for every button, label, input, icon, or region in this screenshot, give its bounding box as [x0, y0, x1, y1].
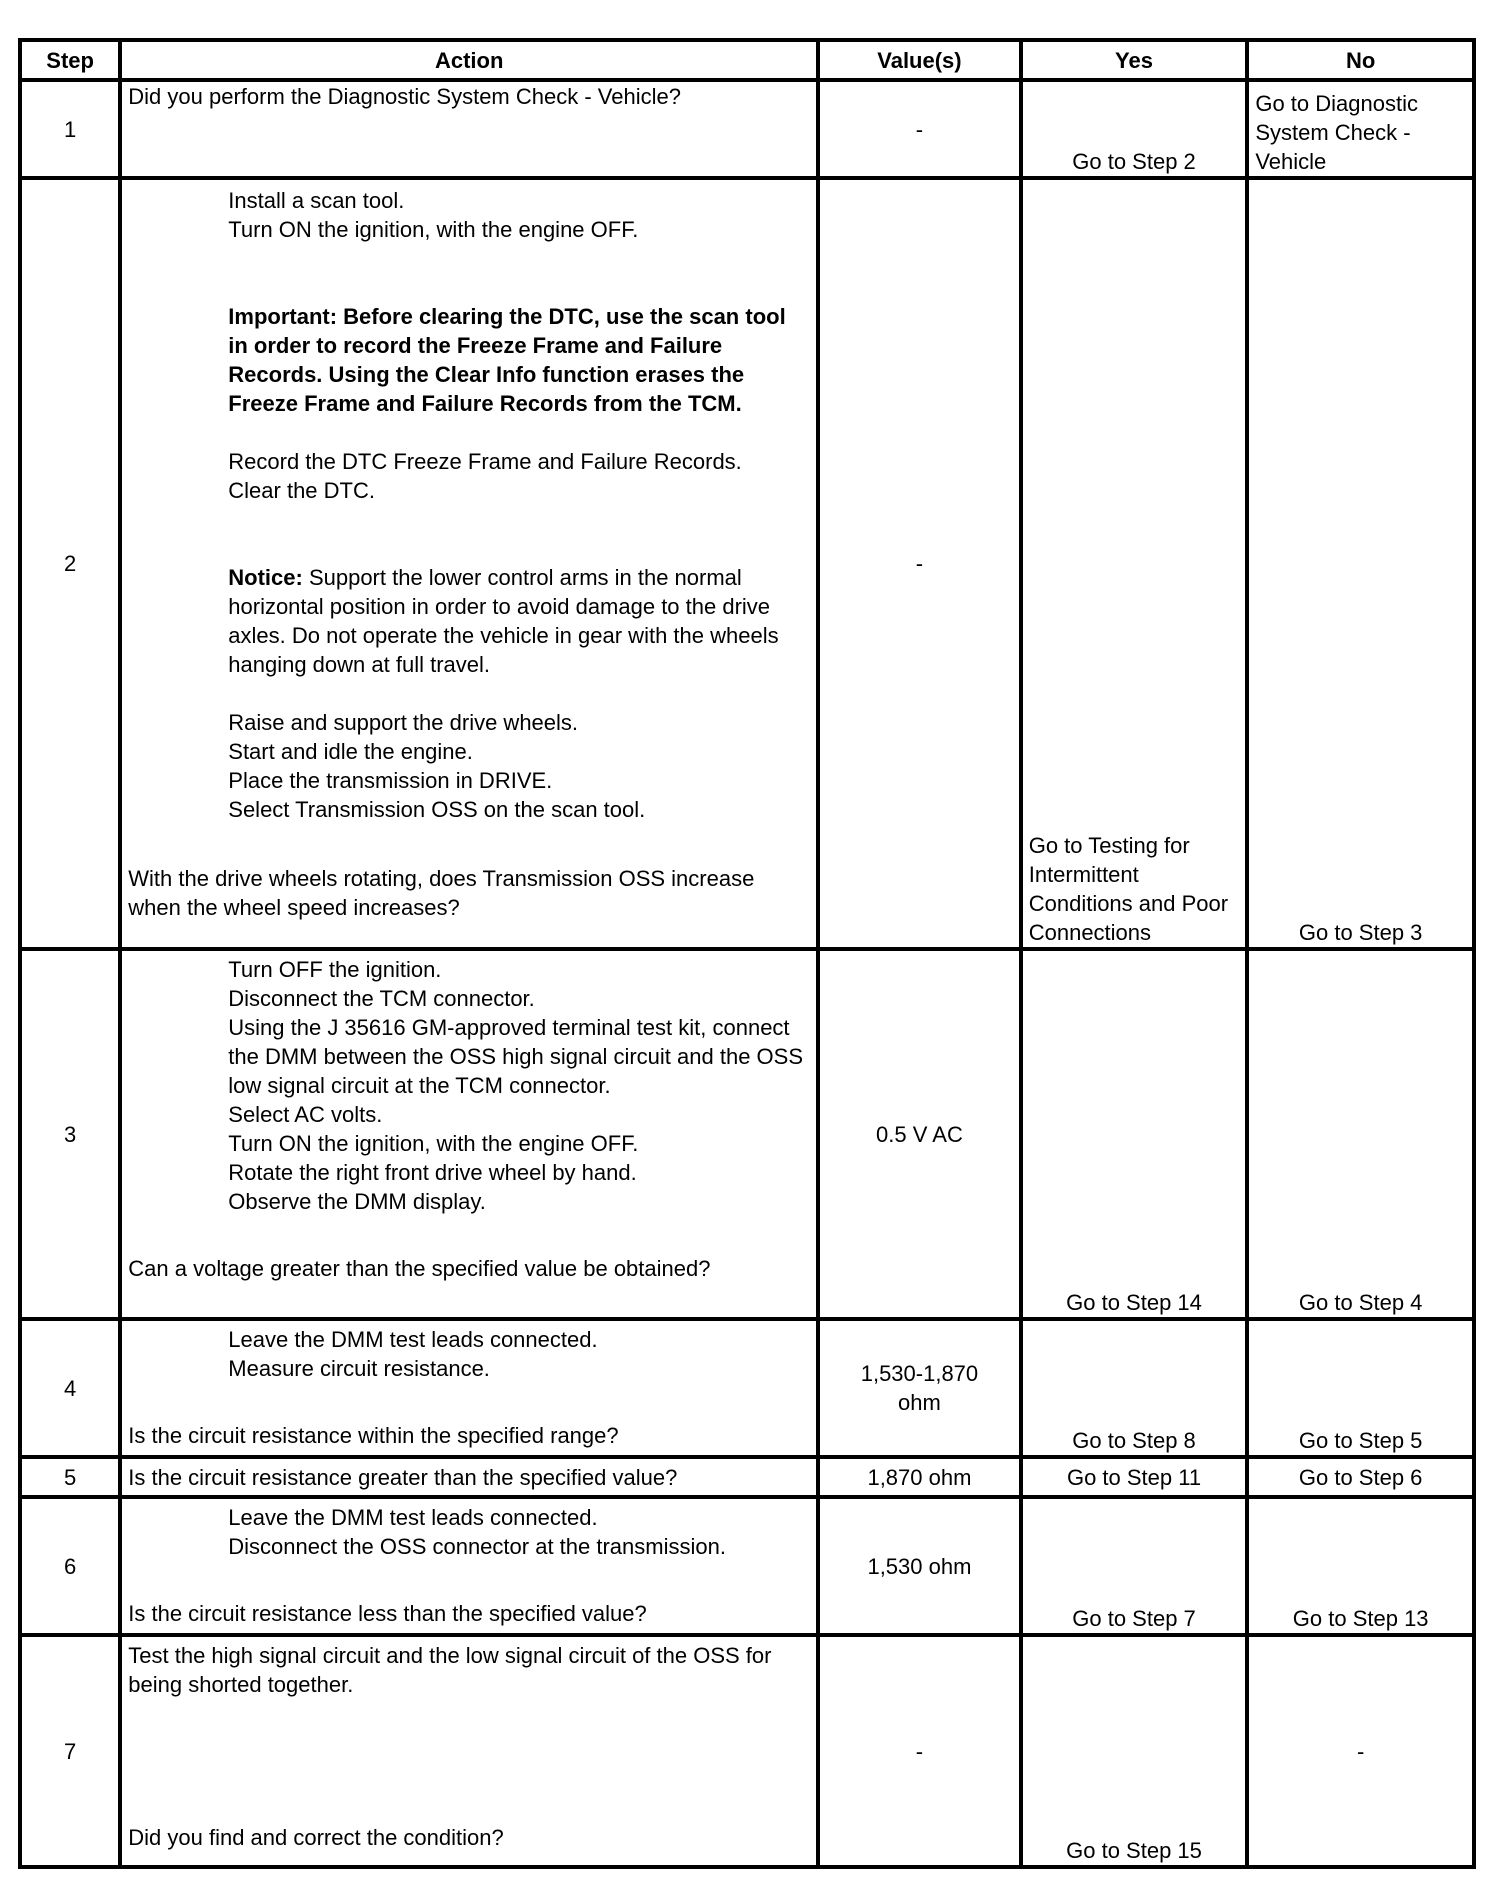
- notice-text: Support the lower control arms in the normal horizontal position in order to avoid damage to the drive axles. Do not operate the vehicle in gear with the wheels hanging down at full travel.: [228, 565, 779, 677]
- header-row: [20, 40, 1474, 80]
- table-row-step-6: [20, 1497, 1474, 1635]
- action-cell: [120, 1497, 818, 1635]
- no-cell: Go to Step 13: [1247, 1497, 1474, 1635]
- no-cell: Go to Step 3: [1247, 178, 1474, 949]
- yes-cell: Go to Step 7: [1021, 1497, 1248, 1635]
- no-cell: Go to Step 4: [1247, 949, 1474, 1319]
- yes-cell: Go to Step 11: [1021, 1457, 1248, 1497]
- action-question: With the drive wheels rotating, does Transmission OSS increase when the wheel speed increases?: [128, 866, 755, 920]
- step-number: 6: [20, 1497, 120, 1635]
- action-line: Record the DTC Freeze Frame and Failure Records.: [228, 449, 742, 474]
- action-cell: [120, 80, 818, 178]
- no-cell: -: [1247, 1635, 1474, 1867]
- diagnostic-table: [18, 38, 1476, 1869]
- action-line: Select AC volts.: [228, 1102, 383, 1127]
- action-line: Clear the DTC.: [228, 478, 375, 503]
- no-cell: Go to Step 6: [1247, 1457, 1474, 1497]
- value-cell: 1,870 ohm: [818, 1457, 1021, 1497]
- table-row-step-7: [20, 1635, 1474, 1867]
- step-number: 5: [20, 1457, 120, 1497]
- table-row-step-1: [20, 80, 1474, 178]
- action-line: Disconnect the OSS connector at the transmission.: [228, 1534, 726, 1559]
- yes-cell: Go to Step 8: [1021, 1319, 1248, 1457]
- header-no: No: [1247, 40, 1474, 80]
- value-cell: -: [818, 1635, 1021, 1867]
- value-cell: -: [818, 178, 1021, 949]
- step-number: 7: [20, 1635, 120, 1867]
- value-cell: 1,530 ohm: [818, 1497, 1021, 1635]
- action-line: Select Transmission OSS on the scan tool.: [228, 797, 646, 822]
- yes-cell: Go to Step 14: [1021, 949, 1248, 1319]
- action-question: Is the circuit resistance greater than the specified value?: [128, 1464, 678, 1490]
- action-question: Is the circuit resistance less than the specified value?: [128, 1601, 647, 1626]
- notice-note: [228, 563, 810, 679]
- step-number: 1: [20, 80, 120, 178]
- yes-cell: Go to Step 2: [1021, 80, 1248, 178]
- yes-cell: Go to Step 15: [1021, 1635, 1248, 1867]
- header-values: Value(s): [818, 40, 1021, 80]
- table-row-step-3: [20, 949, 1474, 1319]
- table-row-step-4: [20, 1319, 1474, 1457]
- action-line: Using the J 35616 GM-approved terminal test kit, connect the DMM between the OSS high signal circuit and the OSS low signal circuit at the TCM connector.: [228, 1015, 804, 1098]
- no-cell: Go to Step 5: [1247, 1319, 1474, 1457]
- action-line: Place the transmission in DRIVE.: [228, 768, 553, 793]
- action-cell: [120, 178, 818, 949]
- value-cell: 0.5 V AC: [818, 949, 1021, 1319]
- action-line: Turn ON the ignition, with the engine OFF.: [228, 217, 639, 242]
- action-line: Install a scan tool.: [228, 188, 405, 213]
- action-question: Did you perform the Diagnostic System Check - Vehicle?: [128, 84, 681, 109]
- action-line: Rotate the right front drive wheel by hand.: [228, 1160, 637, 1185]
- action-line: Measure circuit resistance.: [228, 1356, 490, 1381]
- action-line: Leave the DMM test leads connected.: [228, 1505, 598, 1530]
- yes-cell: Go to Testing for Intermittent Conditions and Poor Connections: [1021, 178, 1248, 949]
- step-number: 2: [20, 178, 120, 949]
- table-row-step-5: [20, 1457, 1474, 1497]
- action-line: Disconnect the TCM connector.: [228, 986, 535, 1011]
- value-cell: -: [818, 80, 1021, 178]
- step-number: 4: [20, 1319, 120, 1457]
- step-number: 3: [20, 949, 120, 1319]
- action-cell: [120, 1635, 818, 1867]
- header-yes: Yes: [1021, 40, 1248, 80]
- notice-label: Notice:: [228, 565, 303, 590]
- header-step: Step: [20, 40, 120, 80]
- action-line: Observe the DMM display.: [228, 1189, 486, 1214]
- action-line: Turn ON the ignition, with the engine OFF.: [228, 1131, 639, 1156]
- action-question: Did you find and correct the condition?: [128, 1825, 504, 1850]
- action-line: Turn OFF the ignition.: [228, 957, 442, 982]
- header-action: Action: [120, 40, 818, 80]
- no-cell: Go to Diagnostic System Check - Vehicle: [1247, 80, 1474, 178]
- action-text: Test the high signal circuit and the low signal circuit of the OSS for being shorted together.: [128, 1643, 772, 1697]
- action-line: Start and idle the engine.: [228, 739, 473, 764]
- action-question: Is the circuit resistance within the specified range?: [128, 1423, 619, 1448]
- action-cell: [120, 1319, 818, 1457]
- value-cell: 1,530-1,870 ohm: [818, 1319, 1021, 1457]
- action-line: Raise and support the drive wheels.: [228, 710, 579, 735]
- action-cell: [120, 949, 818, 1319]
- table-row-step-2: [20, 178, 1474, 949]
- action-cell: [120, 1457, 818, 1497]
- important-note: Important: Before clearing the DTC, use the scan tool in order to record the Freeze Frame and Failure Records. Using the Clear Info function erases the Freeze Frame and Failure Records from the TCM.: [228, 304, 786, 416]
- action-line: Leave the DMM test leads connected.: [228, 1327, 598, 1352]
- action-question: Can a voltage greater than the specified value be obtained?: [128, 1256, 711, 1281]
